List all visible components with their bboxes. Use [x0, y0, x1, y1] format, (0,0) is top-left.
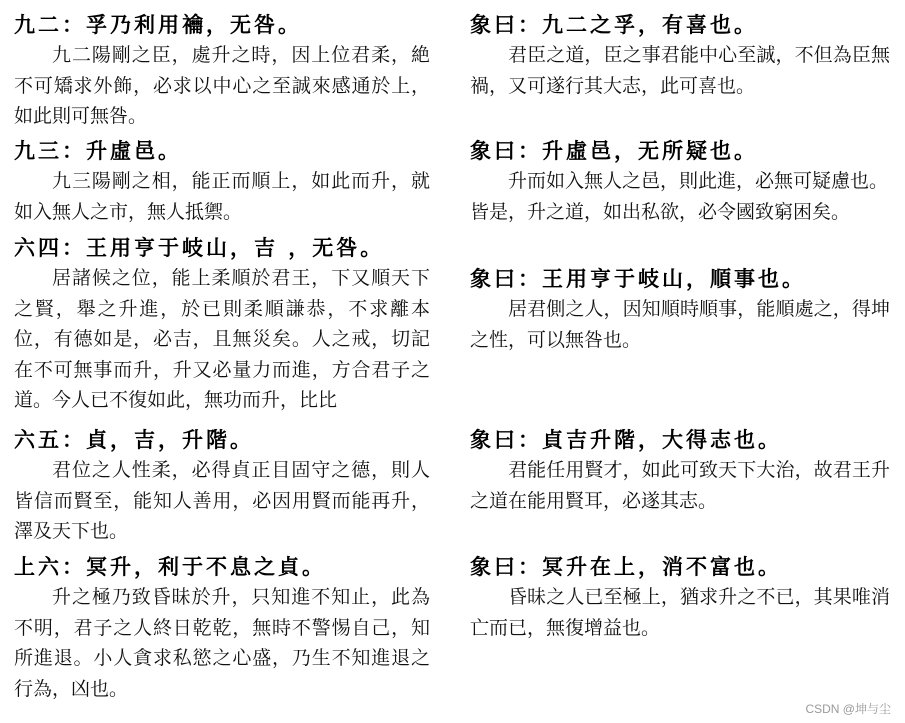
line-commentary: 九二陽剛之臣，處升之時，因上位君柔，絶不可矯求外飾，必求以中心之至誠來感通於上，如此則可無咎。 — [14, 44, 430, 127]
xiang-commentary: 昏昧之人已至極上，猶求升之不已，其果唯消亡而已，無復增益也。 — [470, 586, 890, 639]
line-jiusan — [14, 136, 430, 227]
line-liuwu — [14, 425, 430, 547]
xiang-heading: 象曰：貞吉升階，大得志也。 — [470, 427, 782, 452]
line-shangliu — [14, 552, 430, 704]
line-liusi — [14, 233, 430, 416]
xiang-jiusan — [470, 136, 890, 227]
xiang-heading: 象曰：九二之孚，有喜也。 — [470, 12, 758, 37]
xiang-liuwu — [470, 425, 890, 516]
line-jiuer — [14, 10, 430, 132]
xiang-commentary: 君能任用賢才，如此可致天下大治，故君王升之道在能用賢耳，必遂其志。 — [470, 459, 890, 512]
xiang-shangliu — [470, 552, 890, 643]
xiang-note: 皆是，升之道，如出私欲，必令國致窮困矣。 — [470, 200, 851, 223]
line-commentary: 升之極乃致昏昧於升，只知進不知止，此為不明，君子之人終日乾乾，無時不警惕自己，知所進退。小人貪求私慾之心盛，乃生不知進退之行為，凶也。 — [14, 586, 430, 700]
xiang-heading: 象曰：冥升在上，消不富也。 — [470, 554, 782, 579]
xiang-heading: 象曰：王用亨于岐山，順事也。 — [470, 266, 806, 291]
xiang-commentary: 升而如入無人之邑，則此進，必無可疑慮也。 — [508, 170, 889, 192]
watermark: CSDN @坤与尘 — [805, 702, 891, 716]
line-heading: 上六：冥升，利于不息之貞。 — [14, 554, 326, 579]
line-commentary: 居諸候之位，能上柔順於君王，下又順天下之賢，舉之升進，於已則柔順謙恭，不求離本位，有德如是，必吉，且無災矣。人之戒，切記在不可無事而升，升又必量力而進，方合君子之道。今人已不復如此，無功而升，比比 — [14, 267, 430, 411]
xiang-jiuer — [470, 10, 890, 101]
line-commentary: 君位之人性柔，必得貞正目固守之德，則人皆信而賢至，能知人善用，必因用賢而能再升，澤及天下也。 — [14, 459, 430, 542]
line-heading: 九二：孚乃利用禴，无咎。 — [14, 12, 302, 37]
line-heading: 六四：王用亨于岐山，吉 ，无咎。 — [14, 235, 385, 260]
xiang-commentary: 居君側之人，因知順時順事，能順處之，得坤之性，可以無咎也。 — [470, 298, 890, 351]
xiang-heading: 象曰：升虛邑，无所疑也。 — [470, 138, 758, 163]
line-heading: 九三：升虛邑。 — [14, 138, 182, 163]
xiang-commentary: 君臣之道，臣之事君能中心至誠，不但為臣無禍，又可遂行其大志，此可喜也。 — [470, 44, 890, 97]
xiang-liusi — [470, 264, 890, 355]
line-heading: 六五：貞，吉，升階。 — [14, 427, 254, 452]
line-commentary: 九三陽剛之相，能正而順上，如此而升，就如入無人之市，無人抵禦。 — [14, 170, 430, 223]
